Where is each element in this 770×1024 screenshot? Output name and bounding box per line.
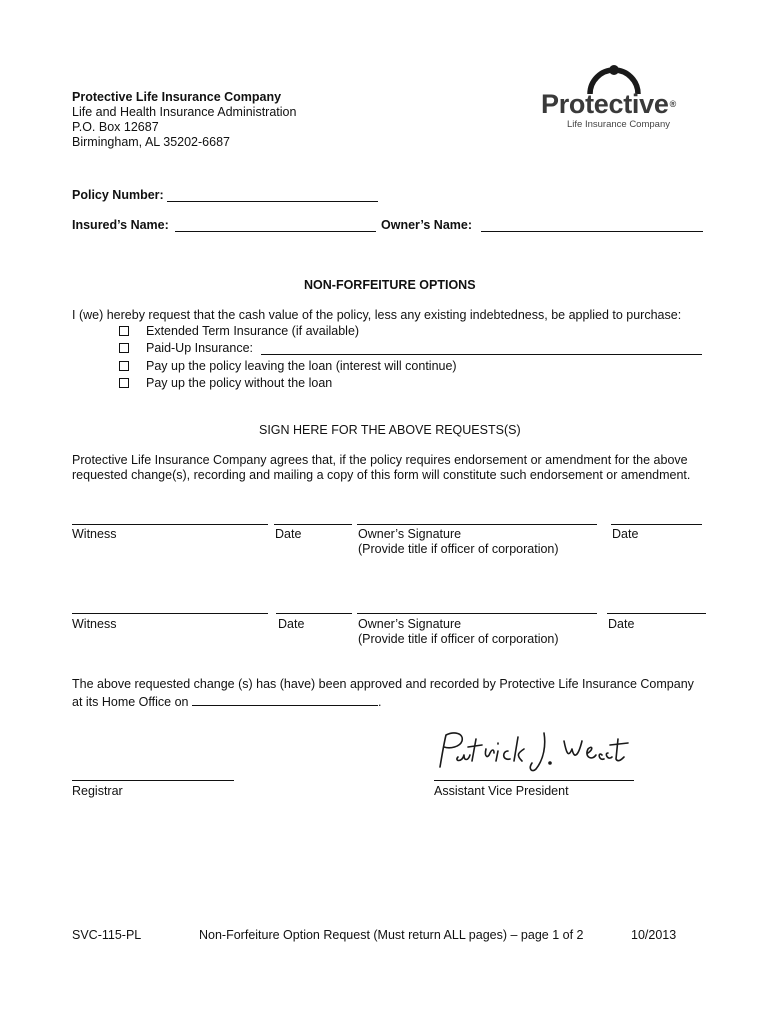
witness-label: Witness: [72, 617, 117, 631]
date-line[interactable]: [276, 613, 352, 614]
checkbox-pay-up-without-loan[interactable]: [119, 378, 129, 388]
owner-signature-line[interactable]: [357, 524, 597, 525]
approval-suffix: .: [377, 695, 382, 709]
avp-label: Assistant Vice President: [434, 784, 569, 798]
option-pay-up-without-loan: Pay up the policy without the loan: [146, 376, 333, 390]
company-po-box: P.O. Box 12687: [72, 120, 159, 134]
form-title: Non-Forfeiture Option Request (Must return ALL pages) – page 1 of 2: [199, 928, 584, 942]
checkbox-pay-up-with-loan[interactable]: [119, 361, 129, 371]
logo-text: Protective: [541, 89, 669, 119]
form-code: SVC-115-PL: [72, 928, 142, 942]
date-label: Date: [278, 617, 305, 631]
owner-signature-label: Owner’s Signature: [358, 617, 462, 631]
company-city-state: Birmingham, AL 35202-6687: [72, 135, 230, 149]
sign-heading: SIGN HERE FOR THE ABOVE REQUESTS(S): [259, 423, 521, 437]
witness-line[interactable]: [72, 524, 268, 525]
insured-name-label: Insured’s Name:: [72, 218, 169, 232]
logo-subtitle: Life Insurance Company: [567, 119, 670, 130]
option-extended-term: Extended Term Insurance (if available): [146, 324, 360, 338]
date-line[interactable]: [611, 524, 702, 525]
approval-line1: The above requested change (s) has (have) been approved and recorded by Protective Life Insurance Company: [72, 677, 694, 691]
policy-number-line[interactable]: [167, 201, 378, 202]
paid-up-amount-line[interactable]: [261, 354, 702, 355]
registrar-label: Registrar: [72, 784, 123, 798]
company-name: Protective Life Insurance Company: [72, 90, 282, 104]
owner-signature-label: Owner’s Signature: [358, 527, 462, 541]
request-intro: I (we) hereby request that the cash value of the policy, less any existing indebtedness, be applied to purchase:: [72, 308, 682, 322]
avp-line: [434, 780, 634, 781]
insured-name-line[interactable]: [175, 231, 376, 232]
option-paid-up: Paid-Up Insurance:: [146, 341, 254, 355]
checkbox-paid-up[interactable]: [119, 343, 129, 353]
owner-signature-note: (Provide title if officer of corporation): [358, 632, 559, 646]
approval-prefix: at its Home Office on: [72, 695, 189, 709]
avp-signature-icon: [432, 727, 632, 775]
registrar-line[interactable]: [72, 780, 234, 781]
policy-number-label: Policy Number:: [72, 188, 164, 202]
owner-name-label: Owner’s Name:: [381, 218, 473, 232]
witness-label: Witness: [72, 527, 117, 541]
form-date: 10/2013: [631, 928, 677, 942]
section-title: NON-FORFEITURE OPTIONS: [304, 278, 476, 292]
approval-line2: [72, 694, 381, 709]
owner-signature-note: (Provide title if officer of corporation): [358, 542, 559, 556]
company-department: Life and Health Insurance Administration: [72, 105, 297, 119]
owner-signature-line[interactable]: [357, 613, 597, 614]
date-label: Date: [608, 617, 635, 631]
option-pay-up-with-loan: Pay up the policy leaving the loan (interest will continue): [146, 359, 457, 373]
logo-registered-mark: ®: [669, 99, 676, 109]
agreement-text: Protective Life Insurance Company agrees that, if the policy requires endorsement or amendment for the above requested change(s), recording and mailing a copy of this form will constitute such endorsement or amendment.: [72, 453, 691, 482]
date-label: Date: [275, 527, 302, 541]
protective-logo: [541, 90, 696, 118]
witness-line[interactable]: [72, 613, 268, 614]
date-line[interactable]: [607, 613, 706, 614]
home-office-date-line[interactable]: [192, 694, 378, 706]
date-label: Date: [612, 527, 639, 541]
date-line[interactable]: [274, 524, 352, 525]
checkbox-extended-term[interactable]: [119, 326, 129, 336]
owner-name-line[interactable]: [481, 231, 703, 232]
